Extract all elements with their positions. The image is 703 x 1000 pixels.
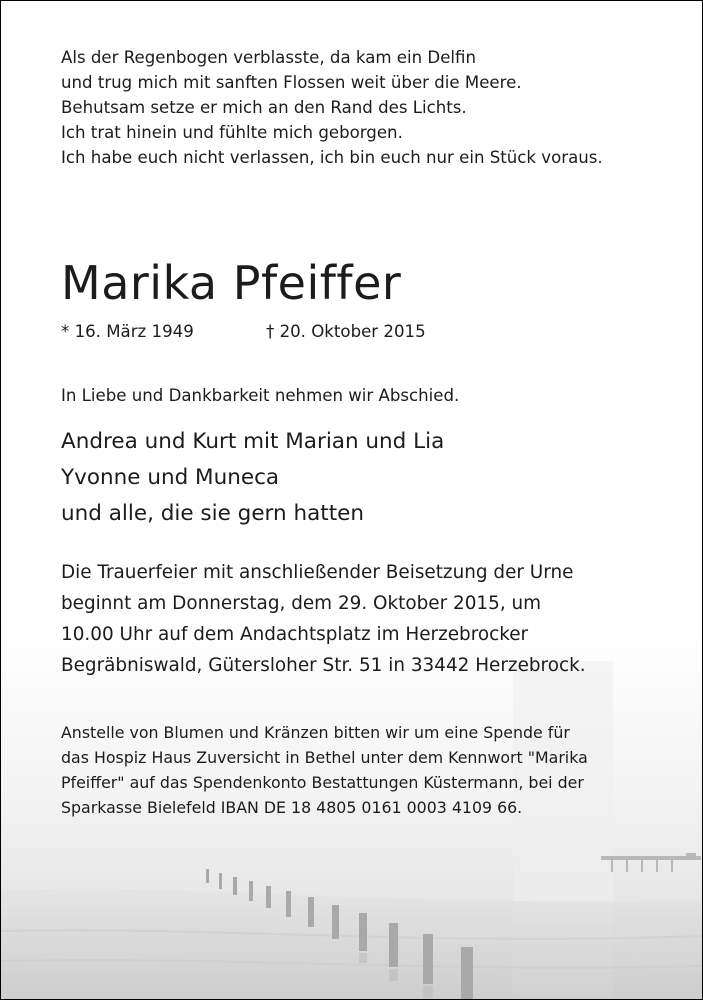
- mourners-line: Andrea und Kurt mit Marian und Lia: [61, 429, 445, 454]
- service-line: Die Trauerfeier mit anschließender Beisetzung der Urne: [61, 562, 574, 583]
- birth-date: * 16. März 1949: [61, 322, 194, 341]
- service-line: Begräbniswald, Gütersloher Str. 51 in 33442 Herzebrock.: [61, 655, 586, 676]
- service-line: beginnt am Donnerstag, dem 29. Oktober 2015, um: [61, 593, 542, 614]
- farewell-intro: In Liebe und Dankbarkeit nehmen wir Abschied.: [61, 386, 460, 405]
- life-dates: [61, 320, 426, 344]
- donation-line: Sparkasse Bielefeld IBAN DE 18 4805 0161 0003 4109 66.: [61, 798, 523, 817]
- deceased-name: Marika Pfeiffer: [61, 256, 402, 310]
- death-date: † 20. Oktober 2015: [266, 322, 426, 341]
- poem-line: Ich habe euch nicht verlassen, ich bin euch nur ein Stück voraus.: [61, 148, 603, 167]
- sea-surface: [1, 889, 702, 999]
- poem: [61, 45, 603, 170]
- donation-line: Anstelle von Blumen und Kränzen bitten wir um eine Spende für: [61, 723, 570, 742]
- poem-line: Behutsam setze er mich an den Rand des Lichts.: [61, 98, 467, 117]
- funeral-service-info: [61, 557, 586, 681]
- service-line: 10.00 Uhr auf dem Andachtsplatz im Herzebrocker: [61, 624, 529, 645]
- poem-line: Als der Regenbogen verblasste, da kam ein Delfin: [61, 48, 476, 67]
- mourners-line: und alle, die sie gern hatten: [61, 501, 364, 526]
- donation-line: das Hospiz Haus Zuversicht in Bethel unter dem Kennwort "Marika: [61, 748, 588, 767]
- mourners-list: [61, 424, 444, 532]
- poem-line: und trug mich mit sanften Flossen weit über die Meere.: [61, 73, 522, 92]
- poem-line: Ich trat hinein und fühlte mich geborgen.: [61, 123, 403, 142]
- donation-request: [61, 720, 588, 820]
- mourners-line: Yvonne und Muneca: [61, 465, 280, 490]
- donation-line: Pfeiffer" auf das Spendenkonto Bestattungen Küstermann, bei der: [61, 773, 584, 792]
